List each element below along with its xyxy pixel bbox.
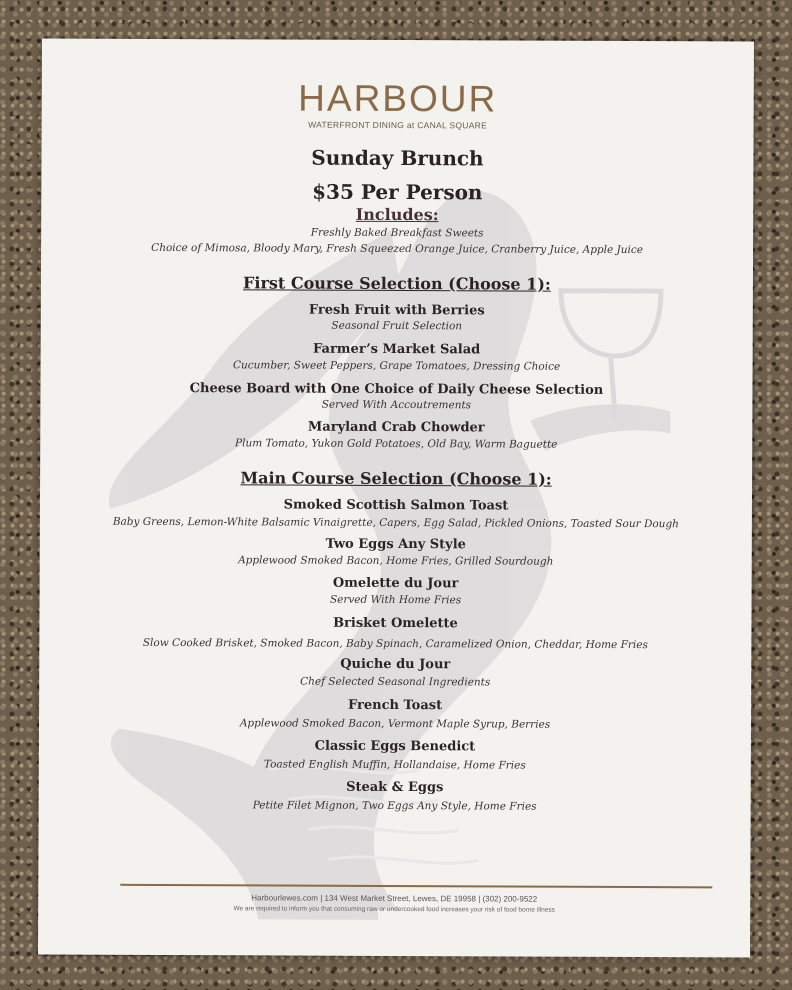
main-course-item-name: Steak & Eggs: [346, 779, 444, 796]
main-course-item-name: Brisket Omelette: [333, 615, 458, 632]
main-course-item-desc: Slow Cooked Brisket, Smoked Bacon, Baby Spinach, Caramelized Onion, Cheddar, Home Fries: [142, 636, 648, 652]
main-course-item-name: French Toast: [348, 697, 443, 714]
main-course-heading: Main Course Selection (Choose 1):: [240, 468, 552, 489]
brand-tagline: WATERFRONT DINING at CANAL SQUARE: [308, 119, 488, 131]
main-course-item-name: Omelette du Jour: [332, 575, 459, 592]
first-course-item-desc: Seasonal Fruit Selection: [331, 319, 463, 333]
main-course-item-desc: Toasted English Muffin, Hollandaise, Home Fries: [263, 758, 526, 772]
first-course-item-desc: Cucumber, Sweet Peppers, Grape Tomatoes, Dressing Choice: [232, 359, 561, 373]
main-course-item-name: Quiche du Jour: [340, 656, 451, 673]
includes-line: Choice of Mimosa, Bloody Mary, Fresh Squeezed Orange Juice, Cranberry Juice, Apple Juice: [151, 241, 644, 257]
first-course-item-name: Maryland Crab Chowder: [307, 419, 485, 436]
brand-logo: HARBOUR: [298, 77, 498, 120]
menu-content: [38, 38, 754, 957]
footer-contact: Harbourlewes.com | 134 West Market Street, Lewes, DE 19958 | (302) 200-9522: [251, 893, 538, 904]
first-course-item-desc: Plum Tomato, Yukon Gold Potatoes, Old Bay, Warm Baguette: [235, 437, 558, 451]
first-course-item-desc: Served With Accoutrements: [321, 398, 472, 412]
main-course-item-desc: Applewood Smoked Bacon, Vermont Maple Syrup, Berries: [239, 717, 551, 731]
main-course-item-name: Smoked Scottish Salmon Toast: [283, 497, 509, 514]
first-course-item-name: Fresh Fruit with Berries: [308, 302, 485, 319]
first-course-heading: First Course Selection (Choose 1):: [242, 273, 551, 294]
first-course-item-name: Cheese Board with One Choice of Daily Cheese Selection: [189, 381, 604, 398]
main-course-item-name: Classic Eggs Benedict: [314, 738, 476, 755]
menu-title: Sunday Brunch: [311, 145, 484, 171]
includes-heading: Includes:: [355, 204, 439, 225]
menu-sheet: [38, 38, 754, 957]
includes-line: Freshly Baked Breakfast Sweets: [310, 226, 484, 240]
footer-notice: We are required to inform you that consuming raw or undercooked food increases your risk of food borne illness: [233, 905, 555, 914]
main-course-item-desc: Served With Home Fries: [329, 593, 462, 607]
first-course-item-name: Farmer’s Market Salad: [312, 341, 481, 358]
menu-price: $35 Per Person: [312, 179, 483, 205]
main-course-item-name: Two Eggs Any Style: [325, 536, 467, 553]
main-course-item-desc: Baby Greens, Lemon-White Balsamic Vinaigrette, Capers, Egg Salad, Pickled Onions, Toasted Sour Dough: [112, 515, 679, 531]
footer-divider: [120, 884, 712, 889]
main-course-item-desc: Chef Selected Seasonal Ingredients: [300, 675, 491, 689]
main-course-item-desc: Petite Filet Mignon, Two Eggs Any Style, Home Fries: [252, 799, 537, 813]
main-course-item-desc: Applewood Smoked Bacon, Home Fries, Grilled Sourdough: [238, 554, 554, 568]
